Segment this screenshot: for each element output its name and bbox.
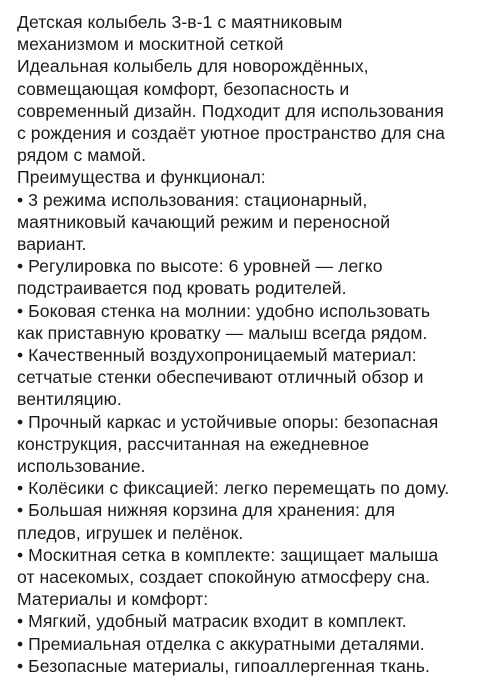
feature-bullet-line: вариант. [17,234,87,255]
feature-bullet-line: сетчатые стенки обеспечивают отличный обзор и [17,367,424,388]
feature-bullet-line: • Колёсики с фиксацией: легко перемещать по дому. [17,478,450,499]
feature-bullet-line: пледов, игрушек и пелёнок. [17,522,244,543]
section-heading-features: Преимущества и функционал: [17,167,266,188]
materials-bullet-line: • Премиальная отделка с аккуратными деталями. [17,633,425,654]
feature-bullet-line: • 3 режима использования: стационарный, [17,189,368,210]
product-description [17,11,495,677]
feature-bullet-line: • Москитная сетка в комплекте: защищает малыша [17,544,439,565]
feature-bullet-line: от насекомых, создает спокойную атмосферу сна. [17,567,431,588]
feature-bullet-line: маятниковый качающий режим и переносной [17,211,391,232]
feature-bullet-line: вентиляцию. [17,389,122,410]
intro-paragraph-line: с рождения и создаёт уютное пространство для сна [17,123,445,144]
feature-bullet-line: • Большая нижняя корзина для хранения: для [17,500,396,521]
intro-paragraph-line: современный дизайн. Подходит для использования [17,100,444,121]
intro-paragraph-line: совмещающая комфорт, безопасность и [17,78,350,99]
feature-bullet-line: • Качественный воздухопроницаемый материал: [17,345,417,366]
feature-bullet-line: • Прочный каркас и устойчивые опоры: безопасная [17,411,439,432]
feature-bullet-line: конструкция, рассчитанная на ежедневное [17,433,370,454]
product-title-line-1: Детская колыбель 3-в-1 с маятниковым [17,12,343,32]
product-title-line-2: механизмом и москитной сеткой [17,34,284,55]
feature-bullet-line: использование. [17,456,146,477]
intro-paragraph-line: Идеальная колыбель для новорождённых, [17,56,369,77]
materials-bullet-line: • Безопасные материалы, гипоаллергенная ткань. [17,655,430,676]
feature-bullet-line: подстраивается под кровать родителей. [17,278,347,299]
materials-bullet-line: • Мягкий, удобный матрасик входит в комплект. [17,611,407,632]
feature-bullet-line: как приставную кроватку — малыш всегда рядом. [17,322,428,343]
feature-bullet-line: • Регулировка по высоте: 6 уровней — легко [17,256,383,277]
feature-bullet-line: • Боковая стенка на молнии: удобно использовать [17,300,431,321]
section-heading-materials: Материалы и комфорт: [17,589,209,610]
intro-paragraph-line: рядом с мамой. [17,145,147,166]
